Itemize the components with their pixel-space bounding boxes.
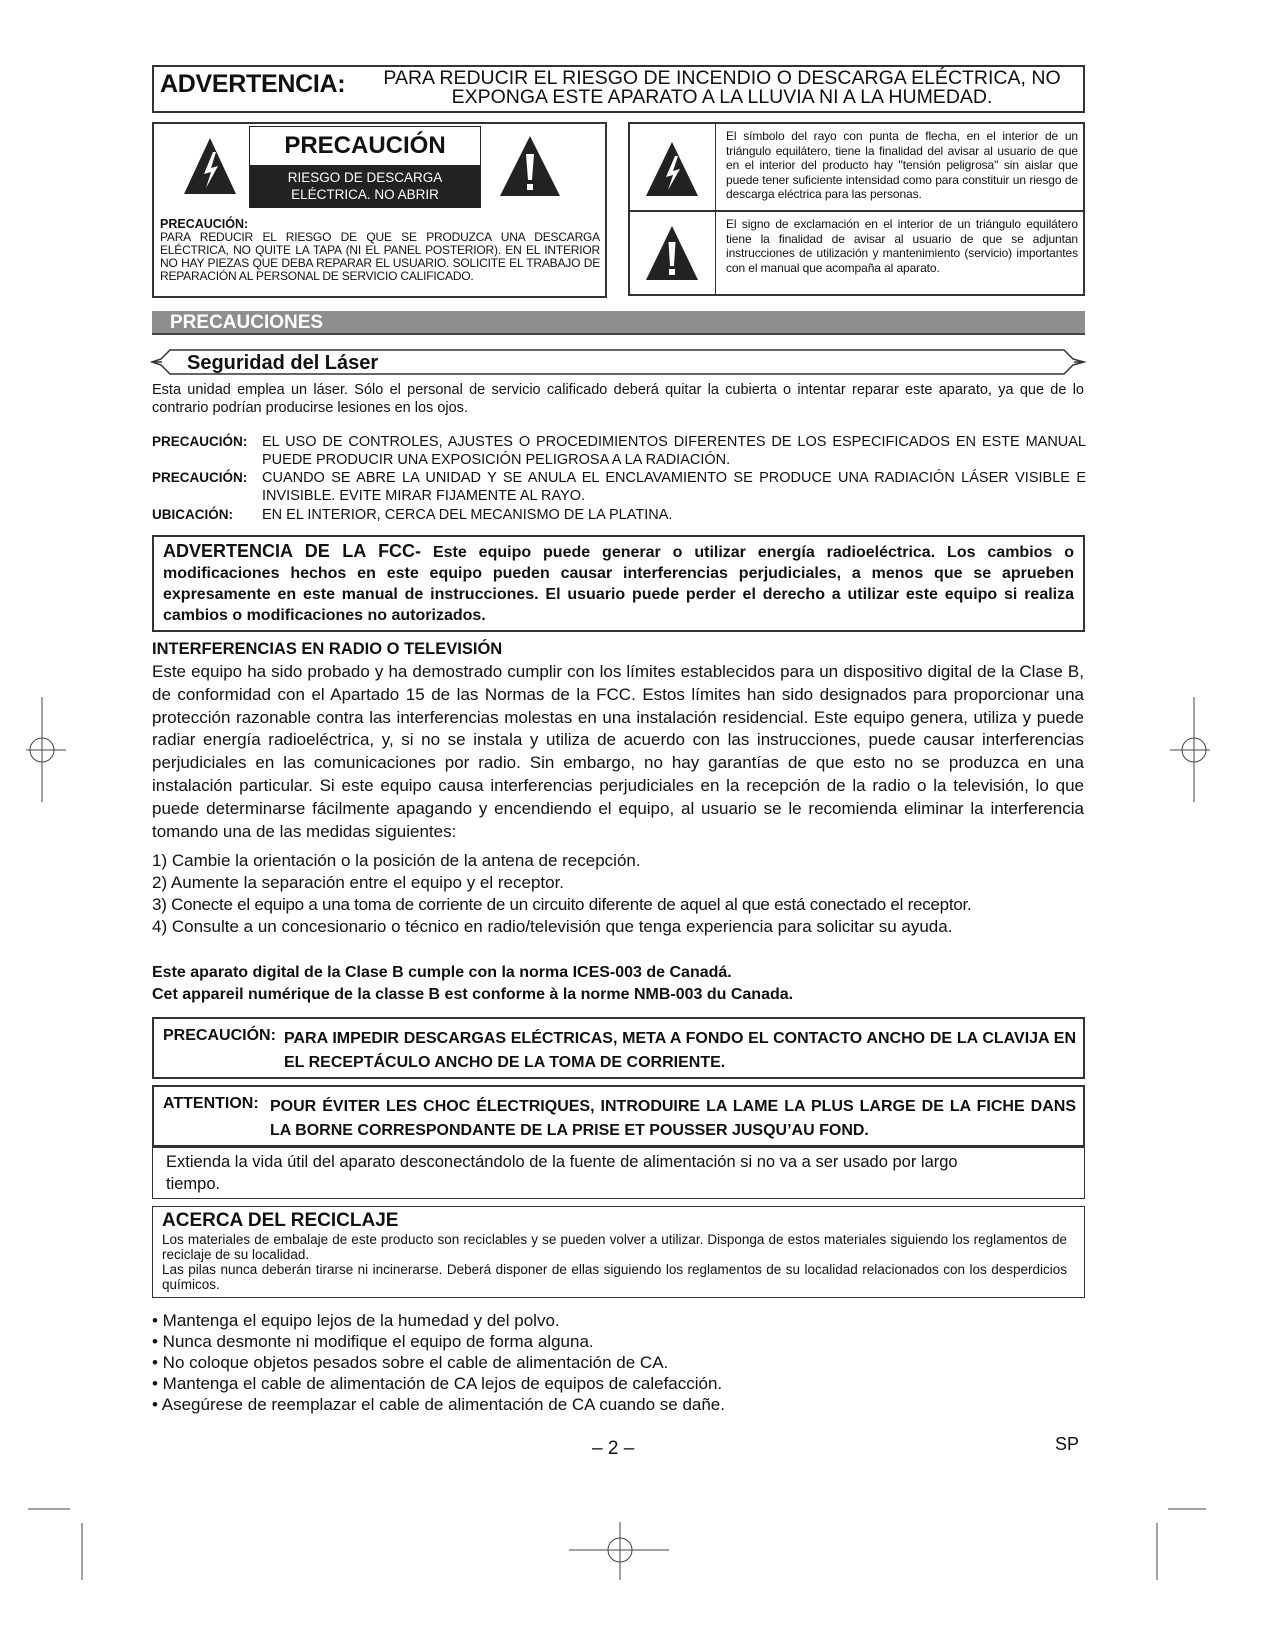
interference-item-4: 4) Consulte a un concesionario o técnico en radio/televisión que tenga experiencia para solicitar su ayuda.: [152, 917, 953, 936]
precaucion-black-line1: RIESGO DE DESCARGA: [287, 170, 443, 185]
symbols-divider: [630, 210, 1083, 212]
extend-life-text: Extienda la vida útil del aparato desconectándolo de la fuente de alimentación si no va a ser usado por largo tiempo.: [166, 1153, 958, 1193]
fcc-warning-box: [152, 535, 1085, 632]
laser-row-3-value: EN EL INTERIOR, CERCA DEL MECANISMO DE LA PLATINA.: [262, 507, 673, 523]
fcc-warning-label: ADVERTENCIA DE LA FCC-: [163, 541, 422, 561]
precaucion-sub-title: PRECAUCIÓN:: [160, 217, 249, 231]
laser-row-1-key: PRECAUCIÓN:: [152, 434, 248, 449]
page-number: – 2 –: [592, 1438, 635, 1459]
laser-intro: Esta unidad emplea un láser. Sólo el personal de servicio calificado deberá quitar la cubierta o intentar reparar este aparato, ya que de lo contrario podrían producirse lesiones en los ojos.: [152, 382, 1084, 416]
recycling-text: [162, 1232, 1067, 1292]
laser-row-1-value: EL USO DE CONTROLES, AJUSTES O PROCEDIMIENTOS DIFERENTES DE LOS ESPECIFICADOS EN ESTE MANUAL PUEDE PRODUCIR UNA EXPOSICIÓN PELIGROSA A LA RADIACIÓN.: [262, 434, 1086, 468]
advertencia-label: ADVERTENCIA:: [160, 70, 346, 98]
exclamation-symbol-text: El signo de exclamación en el interior de un triángulo equilátero tiene la finalidad de avisar al usuario de que se adjuntan instrucciones de utilización y mantenimiento (servicio) importantes con el manual que acompaña al aparato.: [726, 217, 1078, 275]
lightning-symbol-icon: [644, 140, 700, 198]
section-title: PRECAUCIONES: [170, 312, 324, 333]
precaucion-title: PRECAUCIÓN: [284, 132, 446, 159]
language-code: SP: [1055, 1434, 1080, 1454]
interference-item-3: 3) Conecte el equipo a una toma de corriente de un circuito diferente de aquel al que está conectado el receptor.: [152, 895, 972, 914]
laser-row-3-key: UBICACIÓN:: [152, 507, 233, 522]
bullet-item-5: • Asegúrese de reemplazar el cable de alimentación de CA cuando se dañe.: [152, 1395, 725, 1414]
precaucion-box: [152, 122, 607, 298]
fcc-warning-content: [163, 541, 1074, 626]
ices-line-fr: Cet appareil numérique de la classe B est conforme à la norme NMB-003 du Canada.: [152, 986, 794, 1003]
bullet-item-4: • Mantenga el cable de alimentación de CA lejos de equipos de calefacción.: [152, 1374, 723, 1393]
fcc-warning-text: Este equipo puede generar o utilizar energía radioeléctrica. Los cambios o modificaciones hechos en este equipo pueden causar interferencias perjudiciales, a menos que se aprueben expresamente en este manual de instrucciones. El usuario puede perder el derecho a utilizar este equipo si realiza cambios o modificaciones no autorizados.: [163, 544, 1074, 624]
interference-title: INTERFERENCIAS EN RADIO O TELEVISIÓN: [152, 640, 503, 658]
lightning-symbol-text: El símbolo del rayo con punta de flecha, en el interior de un triángulo equilátero, tiene la finalidad del avisar al usuario de que en el interior del producto hay "tensión peligrosa" sin aislar que puede tener suficiente intensidad como para constituir un riesgo de descarga eléctrica para las personas.: [726, 129, 1078, 201]
ices-compliance: [152, 962, 793, 1006]
exclamation-warning-icon: [498, 134, 562, 198]
precaucion-sub-text: PARA REDUCIR EL RIESGO DE QUE SE PRODUZCA UNA DESCARGA ELÉCTRICA, NO QUITE LA TAPA (NI EL PANEL POSTERIOR). EN EL INTERIOR NO HAY PIEZAS QUE DEBA REPARAR EL USUARIO. SOLICITE EL TRABAJO DE REPARACIÓN AL PERSONAL DE SERVICIO CALIFICADO.: [160, 230, 600, 283]
interference-text: Este equipo ha sido probado y ha demostrado cumplir con los límites establecidos para un dispositivo digital de la Clase B, de conformidad con el Apartado 15 de las Normas de la FCC. Estos límites han sido designados para proporcionar una protección razonable contra las interferencias molestas en una instalación residencial. Este equipo genera, utiliza y puede radiar energía radioeléctrica, y, si no se instala y utiliza de acuerdo con las instrucciones, puede causar interferencias perjudiciales en las comunicaciones por radio. Sin embargo, no hay garantías de que esto no se produzca en una instalación particular. Si este equipo causa interferencias perjudiciales en la recepción de la radio o la televisión, lo que puede determinarse fácilmente apagando y encendiendo el equipo, al usuario se le recomienda eliminar la interferencia tomando una de las medidas siguientes:: [152, 662, 1084, 841]
laser-title: Seguridad del Láser: [187, 352, 379, 374]
recycling-paragraph-1: Los materiales de embalaje de este producto son reciclables y se pueden volver a utilizar. Disponga de estos materiales siguiendo los reglamentos de reciclaje de su localidad.: [162, 1232, 1067, 1262]
laser-row-2-key: PRECAUCIÓN:: [152, 470, 248, 485]
plug-caution-es-key: PRECAUCIÓN:: [163, 1027, 276, 1044]
symbols-vertical-divider: [715, 124, 716, 294]
symbols-box: [628, 122, 1085, 296]
bullet-item-2: • Nunca desmonte ni modifique el equipo de forma alguna.: [152, 1332, 594, 1351]
lightning-warning-icon: [182, 136, 238, 196]
section-header-bar: [152, 311, 1085, 335]
bullet-item-1: • Mantenga el equipo lejos de la humedad y del polvo.: [152, 1311, 560, 1330]
exclamation-symbol-icon: [644, 224, 700, 282]
recycling-title: ACERCA DEL RECICLAJE: [162, 1210, 399, 1231]
plug-caution-fr-key: ATTENTION:: [163, 1095, 259, 1112]
bullet-item-3: • No coloque objetos pesados sobre el cable de alimentación de CA.: [152, 1353, 669, 1372]
interference-item-2: 2) Aumente la separación entre el equipo y el receptor.: [152, 873, 565, 892]
plug-caution-es-value: PARA IMPEDIR DESCARGAS ELÉCTRICAS, META A FONDO EL CONTACTO ANCHO DE LA CLAVIJA EN EL RECEPTÁCULO ANCHO DE LA TOMA DE CORRIENTE.: [284, 1030, 1076, 1071]
plug-caution-fr-box: [152, 1085, 1085, 1147]
precaucion-black-line2: ELÉCTRICA. NO ABRIR: [291, 187, 439, 202]
bottom-registration-mark: [569, 1522, 669, 1580]
interference-item-1: 1) Cambie la orientación o la posición de la antena de recepción.: [152, 851, 641, 870]
left-registration-mark: [26, 697, 66, 802]
laser-row-2-value: CUANDO SE ABRE LA UNIDAD Y SE ANULA EL ENCLAVAMIENTO SE PRODUCE UNA RADIACIÓN LÁSER VISIBLE E INVISIBLE. EVITE MIRAR FIJAMENTE AL RAYO.: [262, 470, 1086, 504]
recycling-paragraph-2: Las pilas nunca deberán tirarse ni incinerarse. Deberá disponer de ellas siguiendo los reglamentos de su localidad relacionados con los desperdicios químicos.: [162, 1262, 1067, 1292]
extend-life-box: [152, 1147, 1085, 1199]
advertencia-box: [152, 65, 1085, 113]
recycling-box: [152, 1206, 1085, 1298]
plug-caution-fr-value: POUR ÉVITER LES CHOC ÉLECTRIQUES, INTRODUIRE LA LAME LA PLUS LARGE DE LA FICHE DANS LA BORNE CORRESPONDANTE DE LA PRISE ET POUSSER JUSQU’AU FOND.: [270, 1098, 1076, 1139]
precaucion-label-panel: [249, 126, 481, 208]
right-registration-mark: [1170, 697, 1210, 802]
precaucion-black-band: [250, 165, 480, 207]
advertencia-text: PARA REDUCIR EL RIESGO DE INCENDIO O DESCARGA ELÉCTRICA, NO EXPONGA ESTE APARATO A LA LLUVIA NI A LA HUMEDAD.: [383, 67, 1061, 108]
plug-caution-es-box: [152, 1017, 1085, 1079]
ices-line-es: Este aparato digital de la Clase B cumple con la norma ICES-003 de Canadá.: [152, 964, 732, 981]
